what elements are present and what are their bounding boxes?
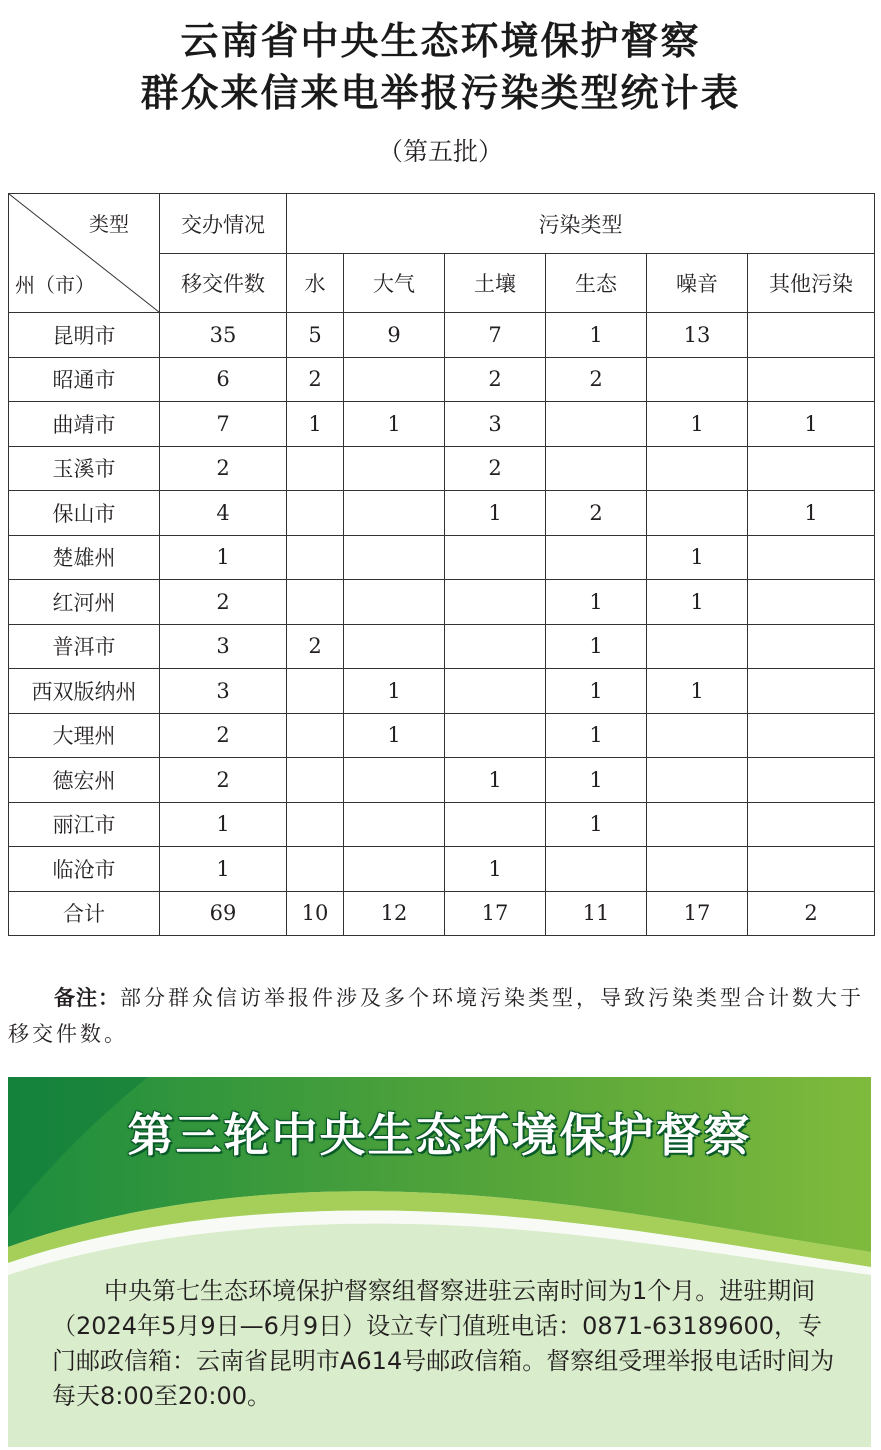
row-value-cell: 3	[445, 402, 546, 447]
row-value-cell: 1	[287, 402, 344, 447]
row-value-cell	[748, 669, 875, 714]
column-header: 其他污染	[748, 254, 875, 313]
column-header: 土壤	[445, 254, 546, 313]
row-region-cell: 丽江市	[9, 802, 160, 847]
row-value-cell: 1	[344, 669, 445, 714]
row-value-cell: 10	[287, 891, 344, 936]
row-value-cell	[647, 758, 748, 803]
row-value-cell	[647, 357, 748, 402]
row-value-cell: 1	[647, 669, 748, 714]
row-region-cell: 普洱市	[9, 624, 160, 669]
row-value-cell	[344, 802, 445, 847]
row-value-cell	[647, 624, 748, 669]
pollution-stats-table	[8, 193, 875, 936]
row-value-cell: 1	[546, 624, 647, 669]
table-row	[9, 847, 875, 892]
table-corner-cell	[9, 194, 160, 313]
row-value-cell	[344, 535, 445, 580]
row-value-cell	[546, 402, 647, 447]
corner-region-label: 州（市）	[15, 273, 95, 297]
row-value-cell: 1	[160, 802, 287, 847]
row-region-cell: 红河州	[9, 580, 160, 625]
row-value-cell: 1	[647, 402, 748, 447]
page-subtitle: （第五批）	[377, 137, 503, 166]
table-row	[9, 624, 875, 669]
row-value-cell	[287, 580, 344, 625]
row-value-cell: 1	[445, 847, 546, 892]
banner-text: 中央第七生态环境保护督察组督察进驻云南时间为1个月。进驻期间（2024年5月9日—6月9日）设立专门值班电话：0871-63189600，专门邮政信箱：云南省昆明市A614号邮政信箱。督察组受理举报电话时间为每天8:00至20:00。	[52, 1277, 835, 1410]
row-value-cell: 1	[546, 802, 647, 847]
row-value-cell	[344, 580, 445, 625]
row-value-cell: 2	[160, 758, 287, 803]
row-value-cell: 1	[445, 758, 546, 803]
row-value-cell	[647, 713, 748, 758]
table-total-row	[9, 891, 875, 936]
row-value-cell: 9	[344, 313, 445, 358]
row-value-cell: 3	[160, 624, 287, 669]
row-value-cell: 5	[287, 313, 344, 358]
header-group-assigned: 交办情况	[160, 194, 287, 254]
row-value-cell	[546, 847, 647, 892]
row-value-cell: 1	[546, 580, 647, 625]
row-value-cell: 17	[445, 891, 546, 936]
row-value-cell: 2	[445, 446, 546, 491]
row-value-cell: 12	[344, 891, 445, 936]
table-row	[9, 402, 875, 447]
row-value-cell	[748, 624, 875, 669]
row-value-cell: 13	[647, 313, 748, 358]
row-value-cell	[287, 758, 344, 803]
row-value-cell	[748, 713, 875, 758]
row-value-cell	[445, 713, 546, 758]
table-row	[9, 491, 875, 536]
row-value-cell	[287, 802, 344, 847]
row-value-cell	[344, 624, 445, 669]
column-header: 移交件数	[160, 254, 287, 313]
table-note	[8, 980, 874, 1052]
row-value-cell: 1	[647, 580, 748, 625]
row-value-cell	[748, 357, 875, 402]
row-value-cell: 3	[160, 669, 287, 714]
row-value-cell	[748, 446, 875, 491]
row-value-cell: 2	[546, 357, 647, 402]
row-value-cell	[445, 802, 546, 847]
row-value-cell: 1	[546, 669, 647, 714]
row-value-cell	[344, 758, 445, 803]
header-group-pollution: 污染类型	[287, 194, 875, 254]
row-value-cell	[344, 847, 445, 892]
row-region-cell: 德宏州	[9, 758, 160, 803]
column-header: 噪音	[647, 254, 748, 313]
row-value-cell	[748, 847, 875, 892]
row-value-cell	[748, 802, 875, 847]
row-value-cell: 7	[445, 313, 546, 358]
page-title-line2: 群众来信来电举报污染类型统计表	[140, 71, 741, 115]
row-value-cell: 1	[647, 535, 748, 580]
row-region-cell: 楚雄州	[9, 535, 160, 580]
table-row	[9, 357, 875, 402]
row-value-cell: 35	[160, 313, 287, 358]
row-value-cell: 1	[546, 713, 647, 758]
row-value-cell	[647, 847, 748, 892]
row-region-cell: 西双版纳州	[9, 669, 160, 714]
row-value-cell: 6	[160, 357, 287, 402]
table-row	[9, 446, 875, 491]
row-region-cell: 玉溪市	[9, 446, 160, 491]
row-value-cell: 1	[344, 402, 445, 447]
inspection-banner	[8, 1077, 871, 1447]
row-value-cell	[287, 491, 344, 536]
table-row	[9, 713, 875, 758]
row-value-cell: 2	[445, 357, 546, 402]
row-value-cell	[647, 491, 748, 536]
row-region-cell: 大理州	[9, 713, 160, 758]
row-value-cell: 1	[445, 491, 546, 536]
row-value-cell	[546, 535, 647, 580]
banner-title: 第三轮中央生态环境保护督察	[127, 1108, 752, 1162]
row-region-cell: 曲靖市	[9, 402, 160, 447]
column-header: 生态	[546, 254, 647, 313]
row-value-cell: 1	[748, 491, 875, 536]
row-value-cell	[287, 847, 344, 892]
note-text: 部分群众信访举报件涉及多个环境污染类型，导致污染类型合计数大于移交件数。	[8, 986, 864, 1046]
row-region-cell: 临沧市	[9, 847, 160, 892]
row-value-cell: 1	[546, 313, 647, 358]
row-value-cell: 2	[160, 580, 287, 625]
column-header: 大气	[344, 254, 445, 313]
row-value-cell	[445, 535, 546, 580]
table-row	[9, 669, 875, 714]
row-value-cell: 17	[647, 891, 748, 936]
row-value-cell	[287, 669, 344, 714]
row-value-cell	[287, 713, 344, 758]
row-value-cell: 1	[160, 847, 287, 892]
row-value-cell	[748, 580, 875, 625]
row-value-cell: 1	[748, 402, 875, 447]
corner-type-label: 类型	[89, 212, 129, 236]
row-value-cell: 1	[160, 535, 287, 580]
row-value-cell	[445, 624, 546, 669]
row-value-cell: 2	[287, 624, 344, 669]
row-value-cell	[748, 313, 875, 358]
row-value-cell: 2	[160, 713, 287, 758]
table-row	[9, 802, 875, 847]
page-title-line1: 云南省中央生态环境保护督察	[180, 19, 701, 63]
row-value-cell: 69	[160, 891, 287, 936]
row-region-cell: 昆明市	[9, 313, 160, 358]
row-region-cell: 合计	[9, 891, 160, 936]
table-row	[9, 313, 875, 358]
row-value-cell	[287, 446, 344, 491]
row-value-cell: 1	[344, 713, 445, 758]
column-header: 水	[287, 254, 344, 313]
row-value-cell: 1	[546, 758, 647, 803]
row-value-cell	[647, 802, 748, 847]
row-value-cell	[287, 535, 344, 580]
table-row	[9, 535, 875, 580]
row-value-cell	[546, 446, 647, 491]
row-value-cell	[344, 446, 445, 491]
row-region-cell: 保山市	[9, 491, 160, 536]
row-value-cell: 2	[748, 891, 875, 936]
row-value-cell	[445, 580, 546, 625]
row-value-cell: 4	[160, 491, 287, 536]
row-value-cell: 7	[160, 402, 287, 447]
row-value-cell	[344, 491, 445, 536]
row-value-cell	[445, 669, 546, 714]
note-label: 备注：	[54, 986, 120, 1010]
row-value-cell	[748, 758, 875, 803]
table-row	[9, 758, 875, 803]
row-value-cell: 11	[546, 891, 647, 936]
row-value-cell	[344, 357, 445, 402]
row-value-cell	[748, 535, 875, 580]
row-value-cell	[647, 446, 748, 491]
row-value-cell: 2	[546, 491, 647, 536]
row-value-cell: 2	[287, 357, 344, 402]
row-region-cell: 昭通市	[9, 357, 160, 402]
table-row	[9, 580, 875, 625]
row-value-cell: 2	[160, 446, 287, 491]
